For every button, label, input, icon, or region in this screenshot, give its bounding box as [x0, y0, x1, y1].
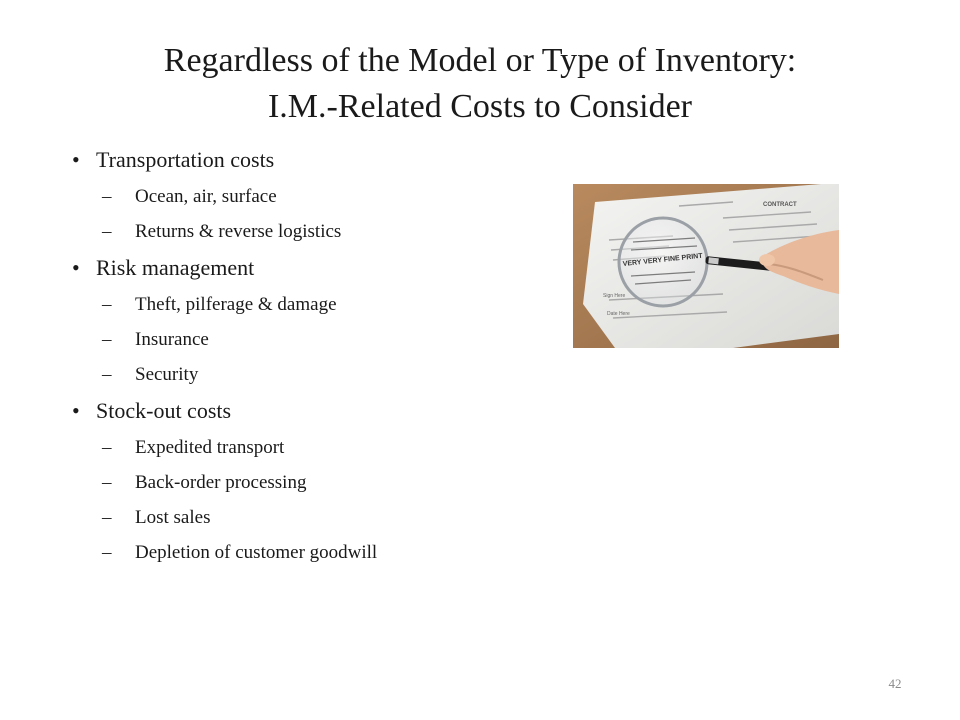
sub-item: [72, 540, 592, 566]
sub-item-text: Depletion of customer goodwill: [135, 542, 378, 563]
contract-illustration: [573, 184, 839, 348]
bullet-icon: •: [72, 147, 80, 172]
slide-title-line-2: I.M.-Related Costs to Consider: [267, 88, 693, 125]
sub-item: [72, 219, 592, 245]
sub-item-text: Ocean, air, surface: [135, 186, 277, 207]
bullet-list: [72, 146, 592, 575]
date-here-text: Date Here: [607, 311, 630, 317]
dash-icon: –: [102, 437, 112, 458]
bullet-text: Transportation costs: [96, 147, 275, 172]
magnifying-glass-contract-photo: [573, 184, 839, 348]
dash-icon: –: [102, 472, 112, 493]
sub-item-text: Security: [135, 364, 199, 385]
sub-item-text: Insurance: [135, 329, 209, 350]
fine-print-text: VERY VERY FINE PRINT: [622, 252, 703, 268]
dash-icon: –: [102, 294, 112, 315]
sub-item: [72, 327, 592, 353]
bullet-item: [72, 397, 592, 425]
sub-list: [72, 184, 592, 245]
bullet-item: [72, 146, 592, 174]
sub-item: [72, 362, 592, 388]
bullet-text: Risk management: [96, 255, 255, 280]
contract-heading-text: CONTRACT: [763, 202, 797, 208]
sub-item-text: Theft, pilferage & damage: [135, 294, 337, 315]
bullet-item: [72, 254, 592, 282]
sub-item-text: Returns & reverse logistics: [135, 221, 342, 242]
dash-icon: –: [102, 221, 112, 242]
dash-icon: –: [102, 364, 112, 385]
dash-icon: –: [102, 186, 112, 207]
dash-icon: –: [102, 507, 112, 528]
bullet-text: Stock-out costs: [96, 398, 232, 423]
dash-icon: –: [102, 542, 112, 563]
slide-title-line-1: Regardless of the Model or Type of Inventory:: [163, 42, 797, 79]
sub-item: [72, 292, 592, 318]
slide-title: [60, 38, 900, 130]
sign-here-text: Sign Here: [603, 293, 626, 299]
dash-icon: –: [102, 329, 112, 350]
sub-item: [72, 435, 592, 461]
bullet-icon: •: [72, 398, 80, 423]
sub-list: [72, 292, 592, 388]
bullet-icon: •: [72, 255, 80, 280]
sub-item: [72, 470, 592, 496]
sub-item-text: Expedited transport: [135, 437, 285, 458]
sub-item: [72, 505, 592, 531]
sub-list: [72, 435, 592, 566]
sub-item-text: Lost sales: [135, 507, 211, 528]
sub-item-text: Back-order processing: [135, 472, 307, 493]
page-number: 42: [888, 676, 902, 691]
sub-item: [72, 184, 592, 210]
